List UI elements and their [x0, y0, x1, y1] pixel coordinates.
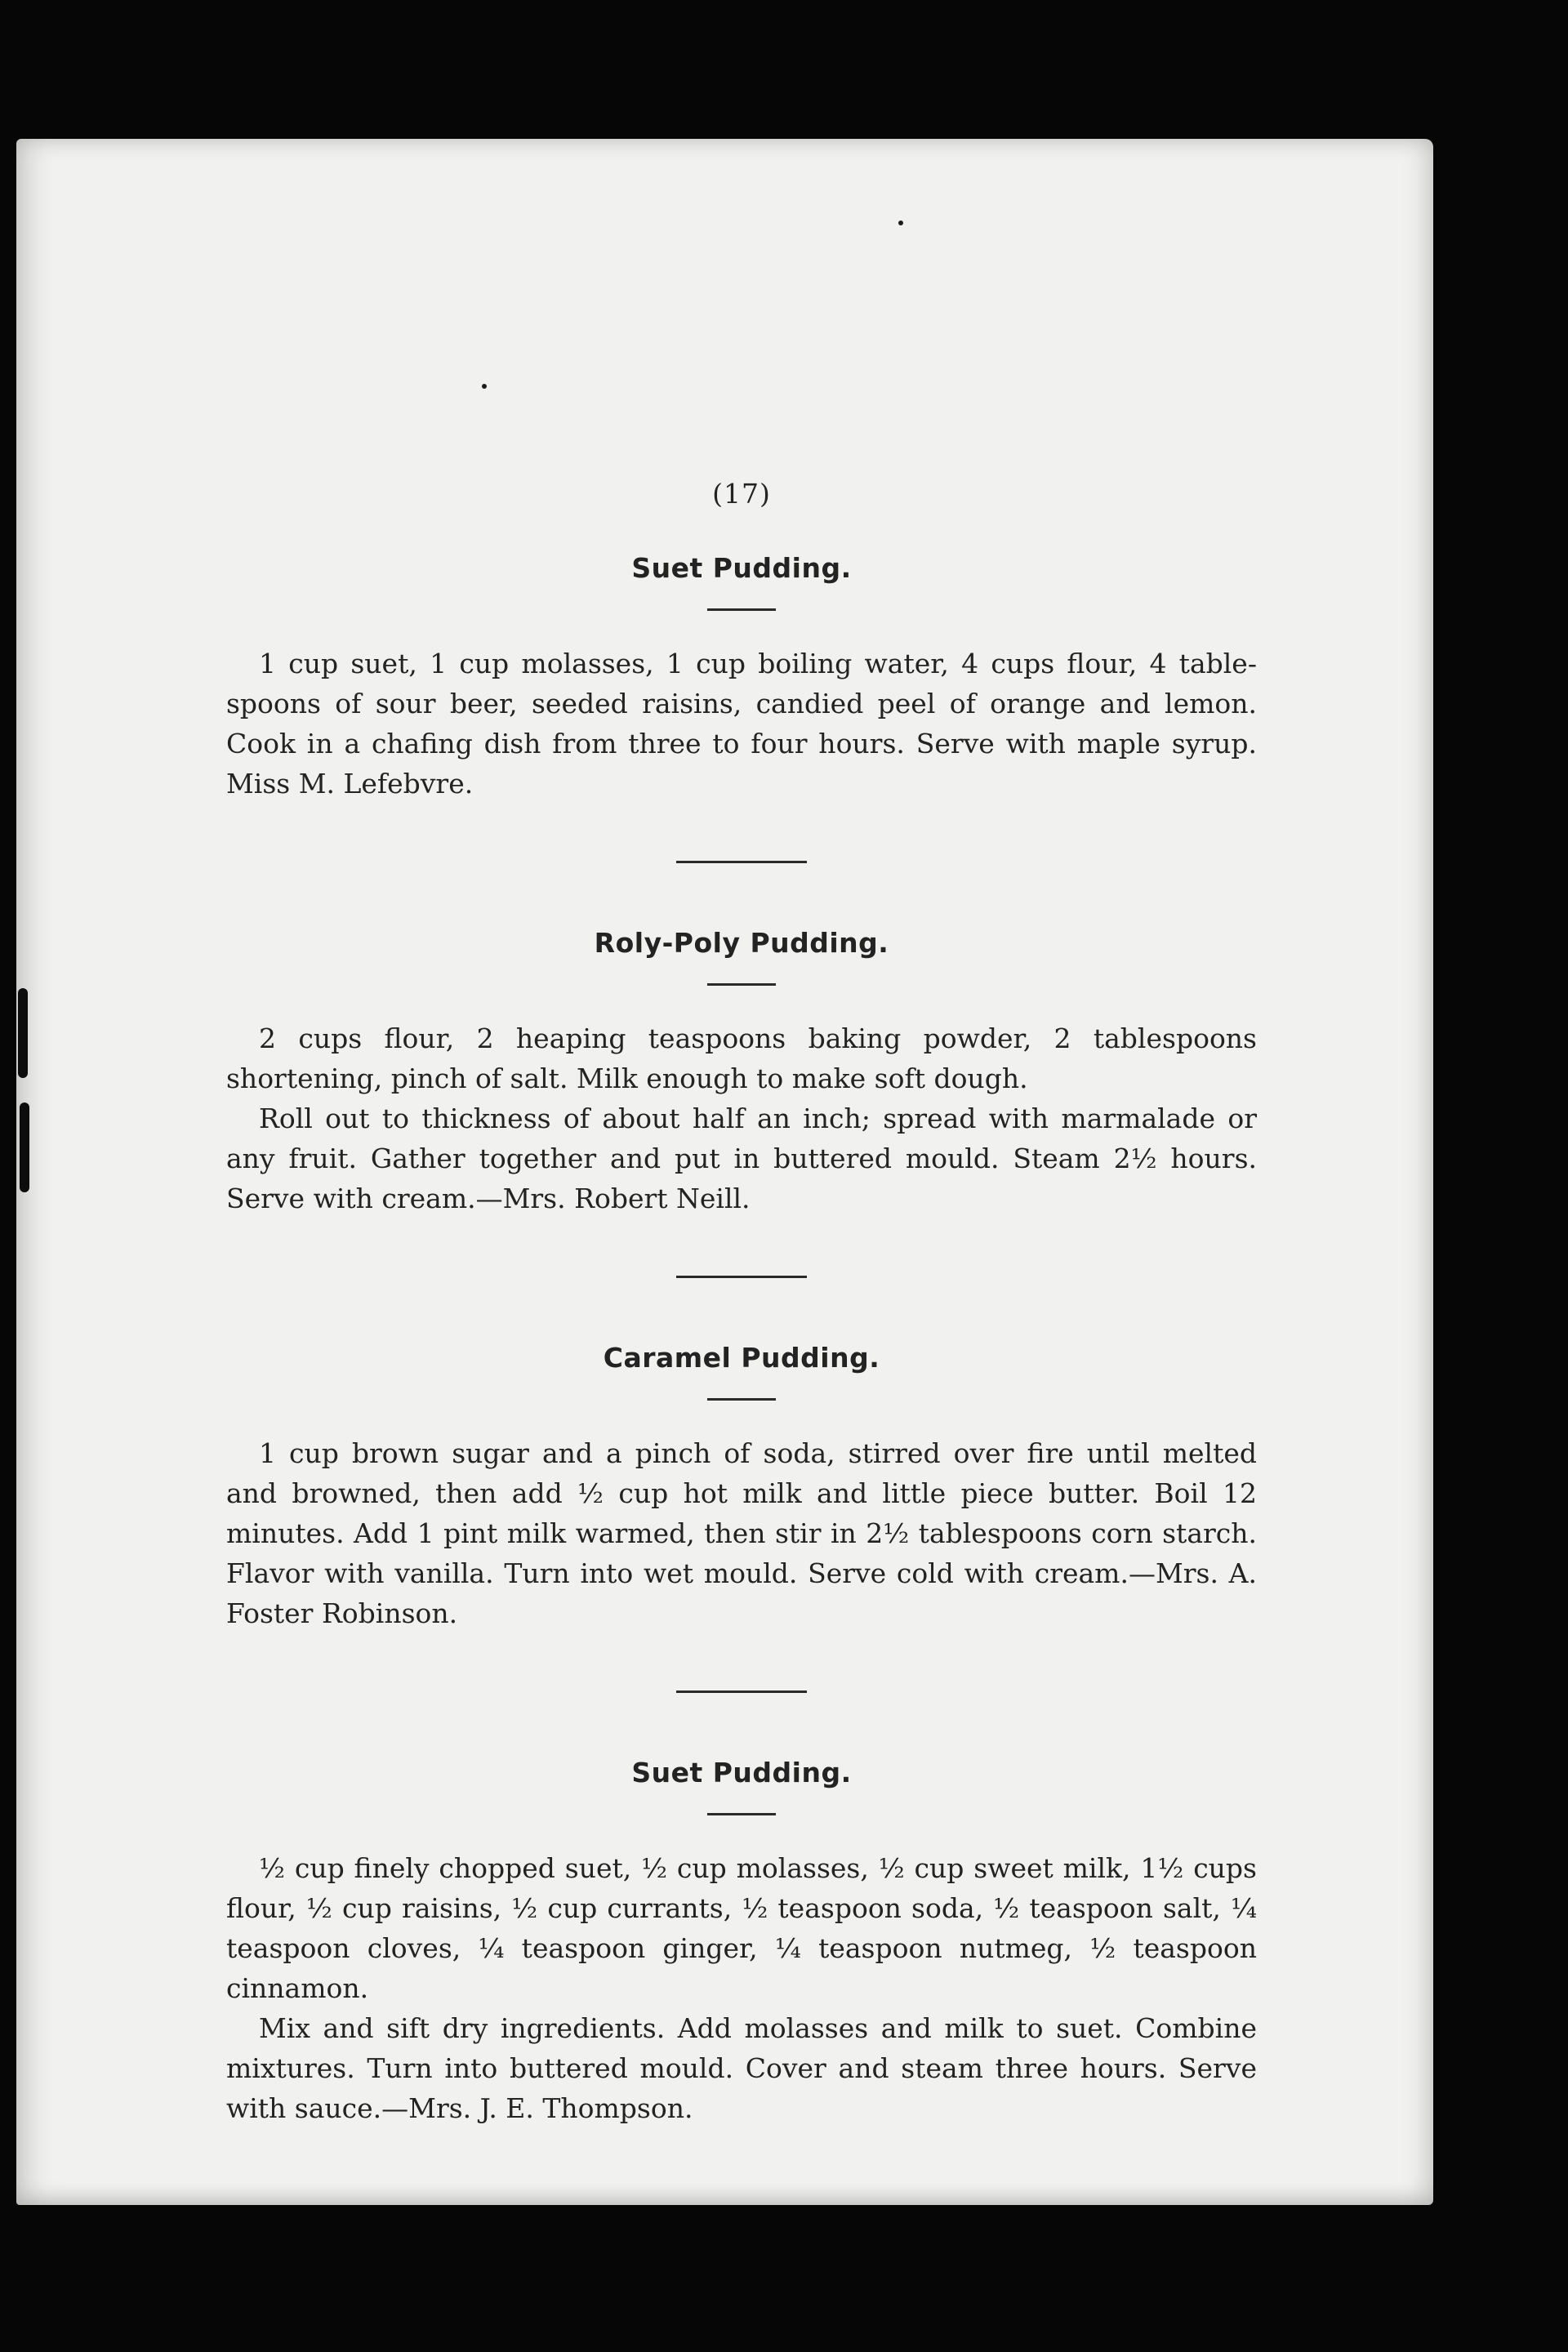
recipe-paragraph: ½ cup finely chopped suet, ½ cup molasses, ½ cup sweet milk, 1½ cups flour, ½ cup raisins, ½ cup currants, ½ teaspoon soda, ½ teaspoon salt, ¼ teaspoon cloves, ¼ teaspoon ginger, ¼ teaspoon nutmeg, ½ teaspoon cinnamon. — [226, 1852, 1257, 2004]
binding-mark-2 — [20, 1102, 29, 1192]
recipe-title: Suet Pudding. — [631, 552, 852, 584]
recipe-suet-pudding-2 — [226, 1757, 1257, 2128]
speck — [898, 220, 903, 225]
page-content — [226, 478, 1257, 2128]
section-divider — [676, 1276, 807, 1278]
recipe-paragraph: 1 cup suet, 1 cup molasses, 1 cup boiling water, 4 cups flour, 4 tablespoons of sour beer, seeded raisins, candied peel of orange and lemon. Cook in a chafing dish from three to four hours. Serve with maple syrup. Miss M. Lefebvre. — [226, 648, 1257, 800]
page-number: (17) — [712, 478, 771, 510]
recipe-title: Suet Pudding. — [631, 1757, 852, 1788]
title-rule — [707, 1398, 776, 1401]
recipe-caramel-pudding — [226, 1342, 1257, 1633]
speck — [482, 384, 487, 389]
recipe-paragraph: 1 cup brown sugar and a pinch of soda, stirred over fire until melted and browned, then add ½ cup hot milk and little piece butter. Boil 12 minutes. Add 1 pint milk warmed, then stir in 2½ tablespoons corn starch. Flavor with vanilla. Turn into wet mould. Serve cold with cream.—Mrs. A. Foster Robinson. — [226, 1437, 1257, 1629]
section-divider — [676, 861, 807, 863]
recipe-paragraph: 2 cups flour, 2 heaping teaspoons baking powder, 2 tablespoons shortening, pinch of salt. Milk enough to make soft dough. — [226, 1022, 1257, 1094]
title-rule — [707, 983, 776, 986]
recipe-paragraph: Roll out to thickness of about half an inch; spread with marmalade or any fruit. Gather together and put in buttered mould. Steam 2½ hours. Serve with cream.—Mrs. Robert Neill. — [226, 1102, 1257, 1214]
title-rule — [707, 1813, 776, 1815]
recipe-paragraph: Mix and sift dry ingredients. Add molasses and milk to suet. Combine mixtures. Turn into buttered mould. Cover and steam three hours. Serve with sauce.—Mrs. J. E. Thompson. — [226, 2012, 1257, 2124]
section-divider — [676, 1690, 807, 1693]
title-rule — [707, 608, 776, 611]
book-page — [16, 139, 1433, 2205]
recipe-roly-poly-pudding — [226, 927, 1257, 1218]
binding-mark-1 — [18, 988, 28, 1078]
recipe-suet-pudding-1 — [226, 552, 1257, 804]
recipe-title: Caramel Pudding. — [603, 1342, 880, 1374]
recipe-title: Roly-Poly Pudding. — [594, 927, 889, 959]
